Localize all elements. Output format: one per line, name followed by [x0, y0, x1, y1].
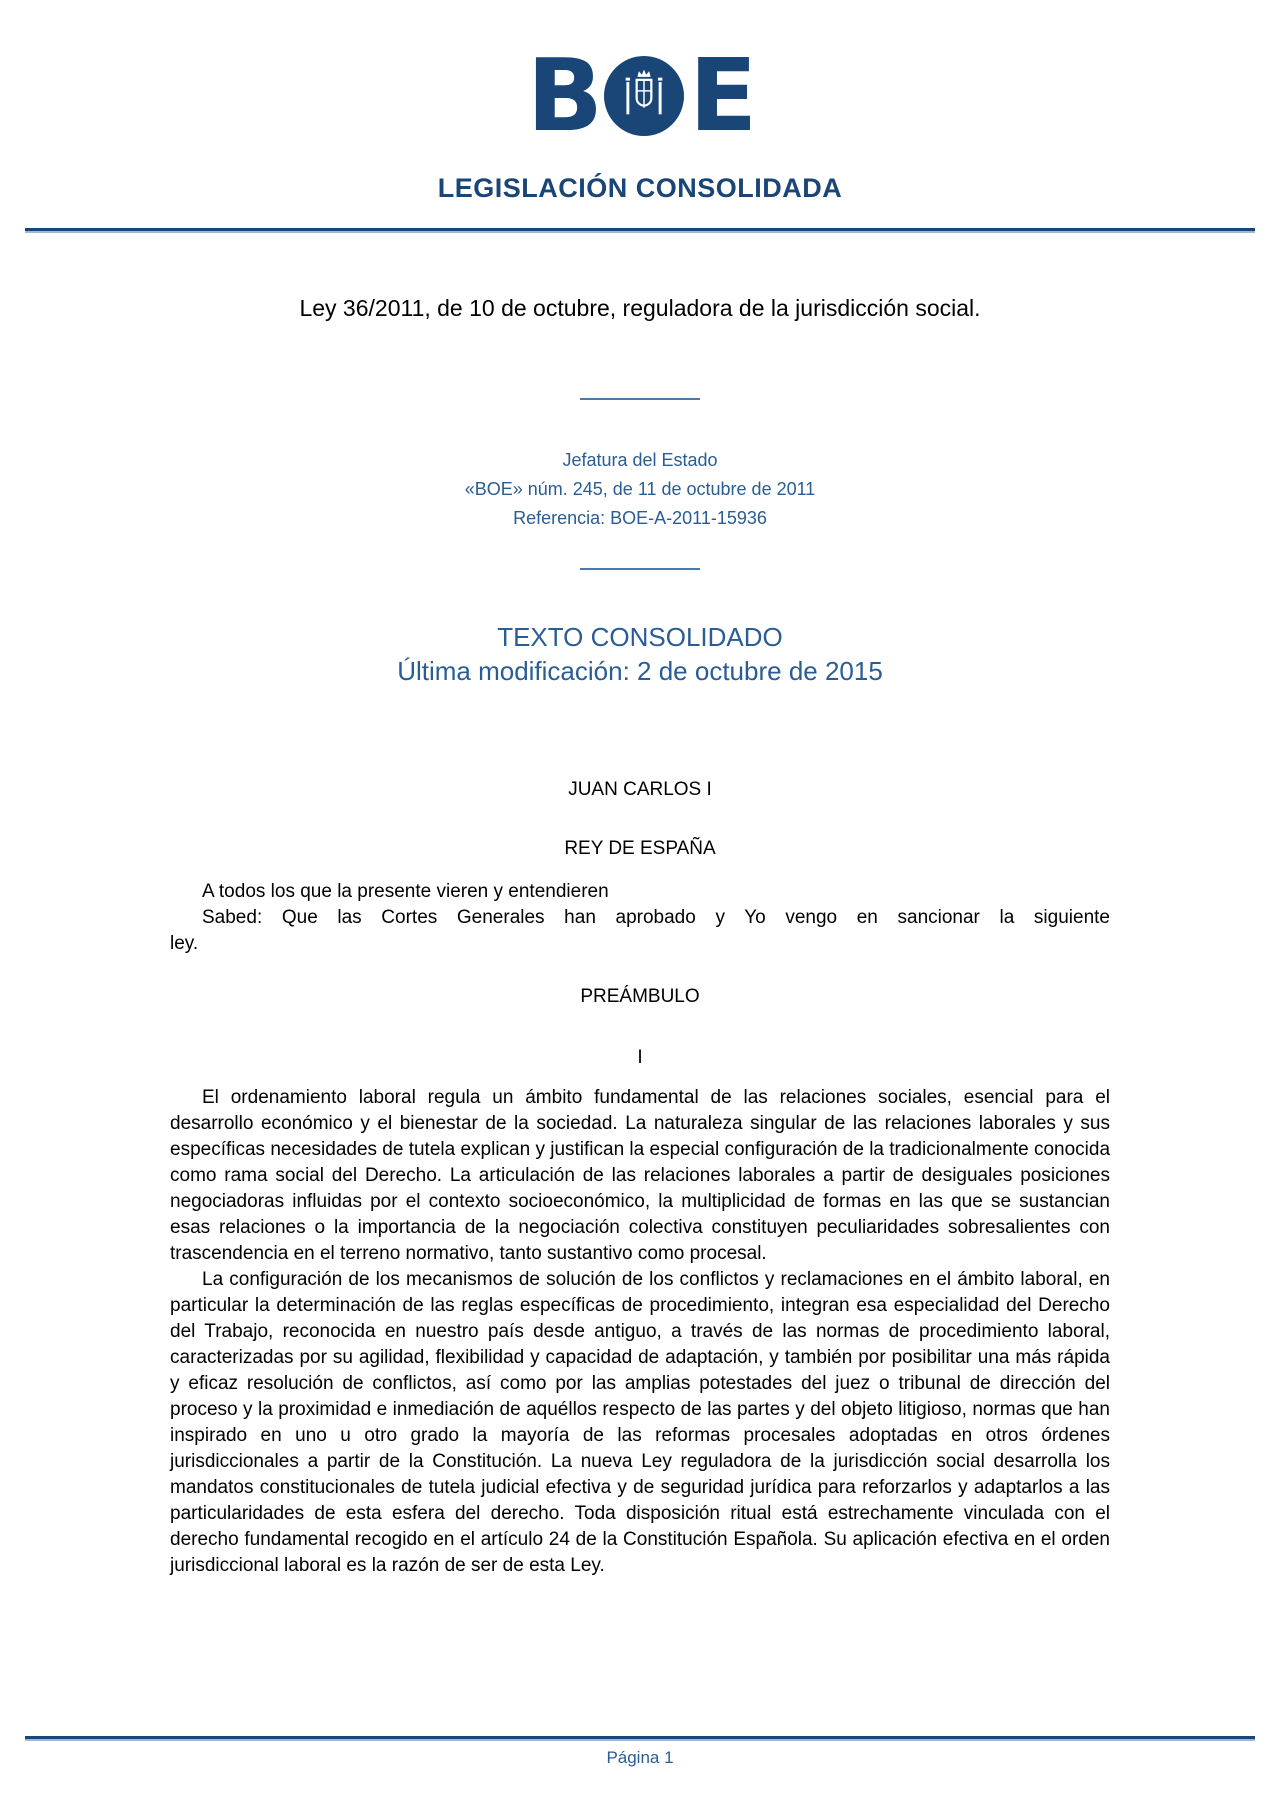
document-title: Ley 36/2011, de 10 de octubre, reguladora de la jurisdicción social. [299, 295, 981, 321]
boe-logo [0, 37, 1280, 154]
boe-logo-letter-e: E [688, 37, 754, 154]
section-divider [580, 568, 700, 570]
footer-rule-light-line [25, 1739, 1255, 1741]
page-number: Página 1 [606, 1748, 674, 1767]
sanction-line-2: ley. [170, 933, 199, 954]
header-rule-light-line [25, 231, 1255, 233]
preamble-section-number: I [637, 1047, 643, 1068]
section-divider [580, 398, 700, 400]
preamble-paragraph-2: La configuración de los mecanismos de solución de los conflictos y reclamaciones en el ámbito laboral, en particular la determinación de las reglas específicas de procedimiento, integran esa especialidad del Derecho del Trabajo, reconocida en nuestro país desde antiguo, a través de las normas de procedimiento laboral, caracterizadas por su agilidad, flexibilidad y capacidad de adaptación, y también por posibilitar una más rápida y eficaz resolución de conflictos, así como por las amplias potestades del juez o tribunal de dirección del proceso y la proximidad e inmediación de aquéllos respecto de las partes y del objeto litigioso, normas que han inspirado en uno u otro grado la mayoría de las reformas procesales adoptadas en otros órdenes jurisdiccionales a partir de la Constitución. La nueva Ley reguladora de la jurisdicción social desarrolla los mandatos constitucionales de tutela judicial efectiva y de seguridad jurídica para reforzarlos y adaptarlos a las particularidades de esta esfera del derecho. Toda disposición ritual está estrechamente vinculada con el derecho fundamental recogido en el artículo 24 de la Constitución Española. Su aplicación efectiva en el orden jurisdiccional laboral es la razón de ser de esta Ley. [170, 1269, 1110, 1576]
intro-line: A todos los que la presente vieren y entendieren [202, 881, 609, 902]
meta-publication: «BOE» núm. 245, de 11 de octubre de 2011 [464, 479, 816, 499]
boe-logo-emblem-circle [604, 56, 684, 136]
header-rule [25, 228, 1255, 233]
footer-rule [25, 1736, 1255, 1741]
consolidated-title: TEXTO CONSOLIDADO [497, 622, 783, 652]
spanish-coat-of-arms-icon [622, 68, 666, 124]
consolidated-last-modified: Última modificación: 2 de octubre de 2015 [397, 656, 883, 686]
header-subtitle: LEGISLACIÓN CONSOLIDADA [437, 173, 843, 203]
law-body-text [170, 777, 1110, 1579]
meta-department: Jefatura del Estado [562, 450, 718, 470]
preamble-paragraph-1: El ordenamiento laboral regula un ámbito fundamental de las relaciones sociales, esencial para el desarrollo económico y el bienestar de la sociedad. La naturaleza singular de las relaciones laborales y sus específicas necesidades de tutela explican y justifican la especial configuración de la tradicionalmente conocida como rama social del Derecho. La articulación de las relaciones laborales a partir de desiguales posiciones negociadoras influidas por el contexto socioeconómico, la multiplicidad de formas en las que se sustancian esas relaciones o la importancia de la negociación colectiva constituyen peculiaridades sobresalientes con trascendencia en el terreno normativo, tanto sustantivo como procesal. [170, 1087, 1111, 1264]
boe-logo-letter-b: B [526, 37, 599, 154]
heading-preamble: PREÁMBULO [580, 986, 700, 1007]
document-content [0, 295, 1280, 1579]
heading-king-title: REY DE ESPAÑA [564, 838, 716, 859]
consolidated-block [0, 620, 1280, 688]
page-footer [0, 1736, 1280, 1768]
sanction-line-1: Sabed: Que las Cortes Generales han aprobado y Yo vengo en sancionar la siguiente [202, 907, 1110, 928]
meta-reference: Referencia: BOE-A-2011-15936 [513, 508, 767, 528]
publication-meta [0, 446, 1280, 533]
heading-king-name: JUAN CARLOS I [568, 779, 712, 800]
page-header [0, 0, 1280, 202]
